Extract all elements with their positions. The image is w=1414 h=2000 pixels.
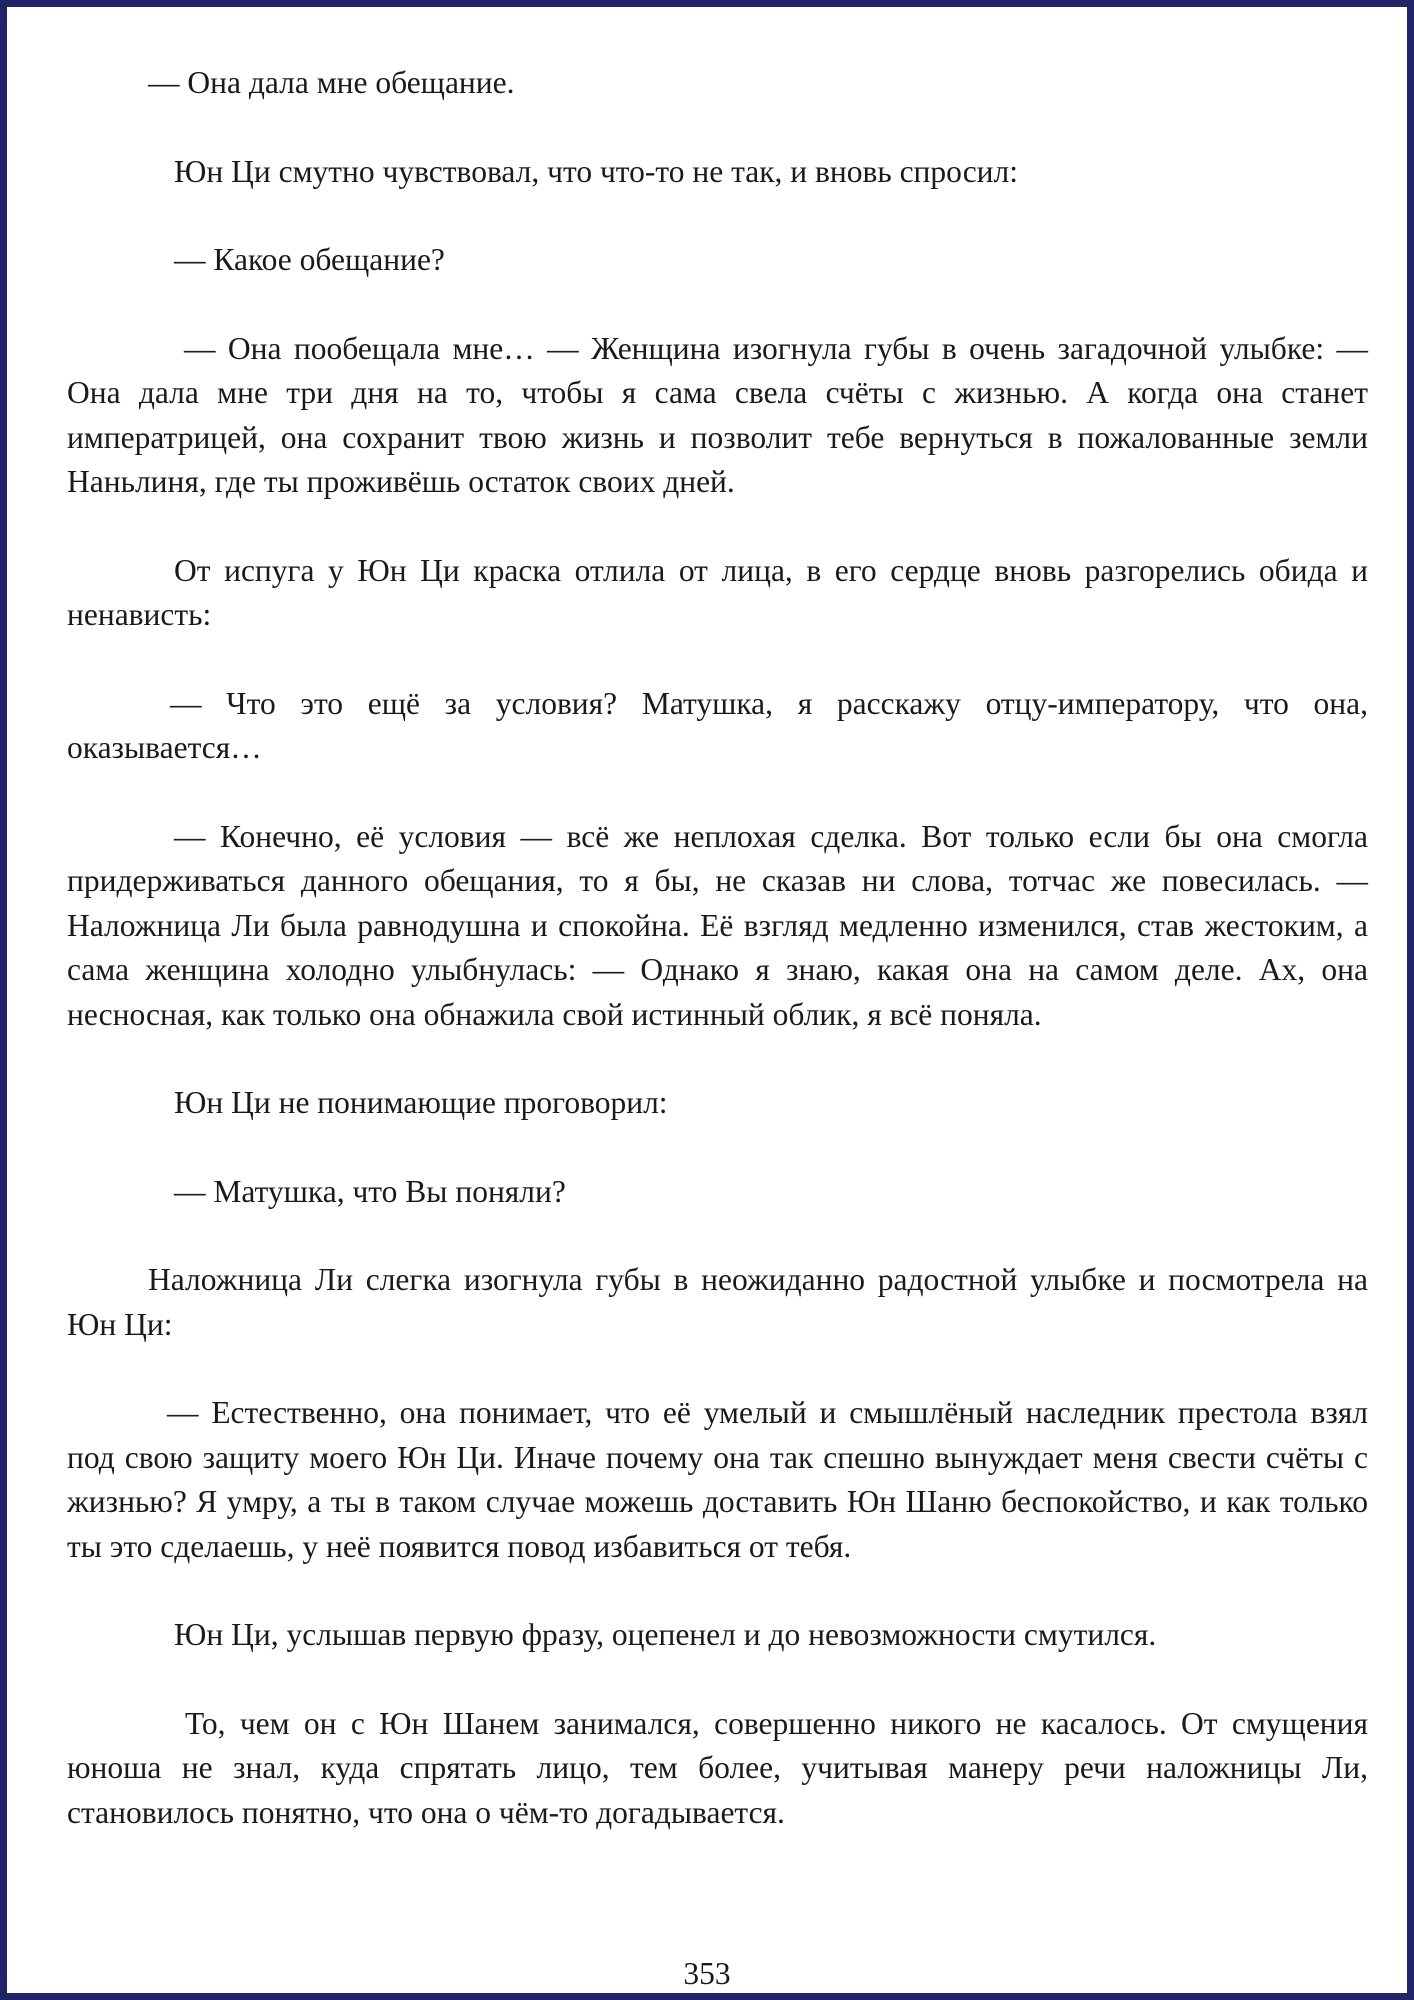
paragraph: Юн Ци, услышав первую фразу, оцепенел и до невозможности смутился.	[174, 1617, 1157, 1652]
page-body	[67, 61, 1368, 1879]
paragraph: — Матушка, что Вы поняли?	[174, 1173, 566, 1209]
paragraph: — Она пообещала мне… — Женщина изогнула губы в очень загадочной улыбке: — Она дала мне три дня на то, чтобы я сама свела счёты с жизнью. А когда она станет императрицей, она сохранит твою жизнь и позволит тебе вернуться в пожалованные земли Наньлиня, где ты проживёшь остаток своих дней.	[67, 330, 1368, 499]
paragraph: — Она дала мне обещание.	[148, 65, 515, 100]
paragraph: Юн Ци не понимающие проговорил:	[174, 1085, 668, 1120]
paragraph: — Конечно, её условия — всё же неплохая сделка. Вот только если бы она смогла придерживаться данного обещания, то я бы, не сказав ни слова, тотчас же повесилась. — Наложница Ли была равнодушна и спокойна. Её взгляд медленно изменился, став жестоким, а сама женщина холодно улыбнулась: — Однако я знаю, какая она на самом деле. Ах, она несносная, как только она обнажила свой истинный облик, я всё поняла.	[67, 818, 1368, 1032]
paragraph: — Какое обещание?	[174, 242, 445, 277]
page-number: 353	[683, 1956, 731, 1991]
paragraph: — Естественно, она понимает, что её умелый и смышлёный наследник престола взял под свою защиту моего Юн Ци. Иначе почему она так спешно вынуждает меня свести счёты с жизнью? Я умру, а ты в таком случае можешь доставить Юн Шаню беспокойство, и как только ты это сделаешь, у неё появится повод избавиться от тебя.	[67, 1395, 1368, 1564]
paragraph: Юн Ци смутно чувствовал, что что-то не так, и вновь спросил:	[174, 153, 1019, 189]
paragraph: — Что это ещё за условия? Матушка, я расскажу отцу-императору, что она, оказывается…	[67, 685, 1368, 765]
paragraph: От испуга у Юн Ци краска отлила от лица, в его сердце вновь разгорелись обида и ненависть:	[67, 552, 1368, 632]
paragraph: Наложница Ли слегка изогнула губы в неожиданно радостной улыбке и посмотрела на Юн Ци:	[67, 1262, 1368, 1342]
paragraph: То, чем он с Юн Шанем занимался, совершенно никого не касалось. От смущения юноша не знал, куда спрятать лицо, тем более, учитывая манеру речи наложницы Ли, становилось понятно, что она о чём-то догадывается.	[67, 1705, 1368, 1830]
